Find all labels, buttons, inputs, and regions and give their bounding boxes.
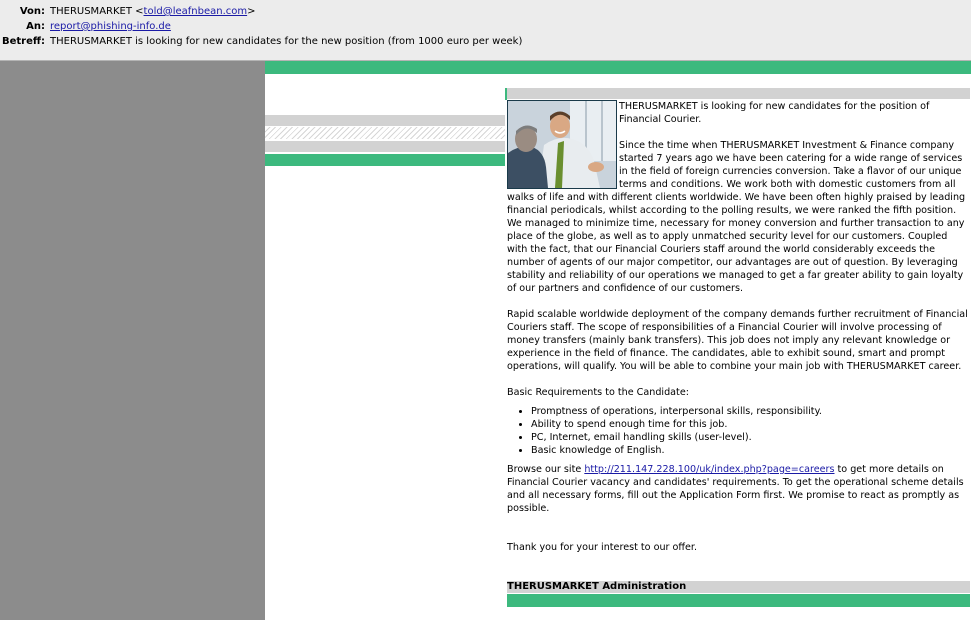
from-suffix: > — [247, 6, 256, 17]
right-top-grey-band — [507, 88, 970, 99]
from-value — [50, 5, 256, 19]
recruitment-paragraph: Rapid scalable worldwide deployment of the company demands further recruitment of Financial Couriers staff. The scope of responsibilities of a Financial Courier will involve processing of money transfers (mainly bank transfers). This job does not imply any relevant knowledge or experience in the field of finance. The candidates, able to exhibit sound, smart and prompt operations, will qualify. You will be able to combine your main job with THERUSMARKET career. — [507, 309, 968, 372]
left-panel — [0, 61, 265, 620]
requirements-list — [507, 405, 970, 457]
left-grey-band-1 — [265, 115, 505, 126]
business-people-photo — [507, 100, 617, 189]
requirement-item: • Ability to spend enough time for this job. — [531, 418, 970, 431]
requirement-item: • Promptness of operations, interpersonal skills, responsibility. — [531, 405, 970, 418]
subject-row — [0, 35, 971, 49]
to-value — [50, 20, 171, 34]
browse-prefix: Browse our site — [507, 464, 585, 475]
email-body — [507, 100, 970, 593]
careers-link[interactable]: http://211.147.228.100/uk/index.php?page=careers — [584, 464, 835, 475]
requirement-item: • Basic knowledge of English. — [531, 444, 970, 457]
requirements-heading: Basic Requirements to the Candidate: — [507, 387, 689, 398]
thanks-text: Thank you for your interest to our offer. — [507, 542, 698, 553]
left-grey-band-2 — [265, 141, 505, 152]
subject-value: THERUSMARKET is looking for new candidates for the new position (from 1000 euro per week) — [50, 36, 523, 47]
left-green-band — [265, 154, 505, 166]
from-label: Von: — [19, 6, 45, 17]
intro-text: THERUSMARKET is looking for new candidates for the position of Financial Courier. — [619, 101, 930, 125]
company-paragraph: Since the time when THERUSMARKET Investment & Finance company started 7 years ago we have been catering for a wide range of services in the field of foreign currencies conversion. Take a flavor of our unique terms and conditions. We work both with domestic customers from all walks of life and with different clients worldwide. We have been often highly praised by leading financial periodicals, whilst according to the polling results, we were ranked the fifth position. We managed to minimize time, necessary for money conversion and further transaction to any place of the globe, as well as to apply unmatched security level for our customers. Coupled with the fact, that our Financial Couriers staff around the world considerably exceeds the number of agents of our major competitor, our advantages are out of question. By leveraging stability and reliability of our operations we managed to get a far greater ability to gain loyalty of our partners and confidence of our customers. — [507, 140, 966, 294]
to-row — [0, 20, 971, 34]
to-label: An: — [26, 21, 45, 32]
browse-suffix: to get more details on Financial Courier vacancy and candidates' requirements. To get the operational scheme details and all necessary forms, fill out the Application Form first. We promise to react as promptly as possible. — [507, 464, 964, 514]
top-green-band — [265, 61, 971, 74]
subject-label: Betreff: — [2, 36, 45, 47]
left-hatch-band — [265, 127, 505, 139]
requirement-item: • PC, Internet, email handling skills (user-level). — [531, 431, 970, 444]
signature: THERUSMARKET Administration — [507, 581, 687, 592]
from-name: THERUSMARKET < — [50, 6, 144, 17]
from-row — [0, 5, 971, 19]
to-email-link[interactable]: report@phishing-info.de — [50, 21, 171, 32]
email-header — [0, 0, 971, 61]
bottom-green-band — [507, 594, 970, 607]
browse-paragraph — [507, 463, 970, 515]
from-email-link[interactable]: told@leafnbean.com — [143, 6, 248, 17]
